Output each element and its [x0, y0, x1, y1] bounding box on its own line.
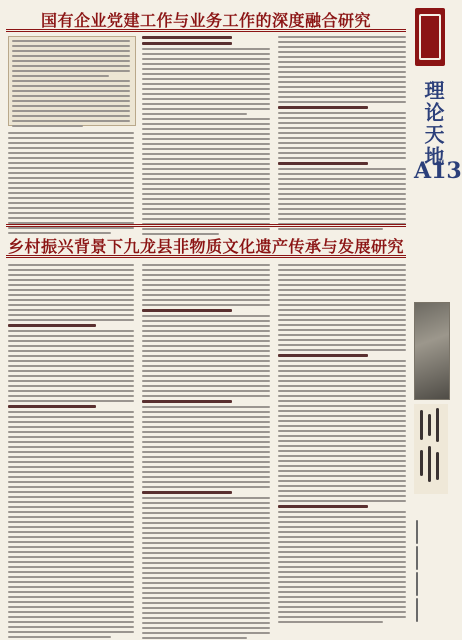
masthead-calligraphy-icon	[415, 8, 445, 66]
article2-column-3	[278, 264, 406, 623]
article2-column-2	[142, 264, 270, 639]
calligraphy-artwork	[414, 404, 448, 494]
article1-abstract-text	[12, 40, 130, 127]
article-divider	[6, 224, 406, 227]
article1-column-3	[278, 36, 406, 230]
newspaper-masthead-logo	[412, 4, 448, 70]
sidebar-photo	[414, 302, 450, 400]
article1-headline: 国有企业党建工作与业务工作的深度融合研究	[40, 11, 371, 30]
article1-column-1	[8, 132, 134, 234]
headline-rule-top	[6, 29, 406, 32]
page-number: A13	[414, 158, 462, 184]
article1-column-2	[142, 36, 270, 235]
headline-rule-bottom	[6, 255, 406, 258]
article2-column-1	[8, 264, 134, 638]
article2-headline: 乡村振兴背景下九龙县非物质文化遗产传承与发展研究	[7, 237, 404, 256]
section-title: 理论天地	[421, 80, 445, 168]
vertical-meta-text	[416, 520, 430, 630]
